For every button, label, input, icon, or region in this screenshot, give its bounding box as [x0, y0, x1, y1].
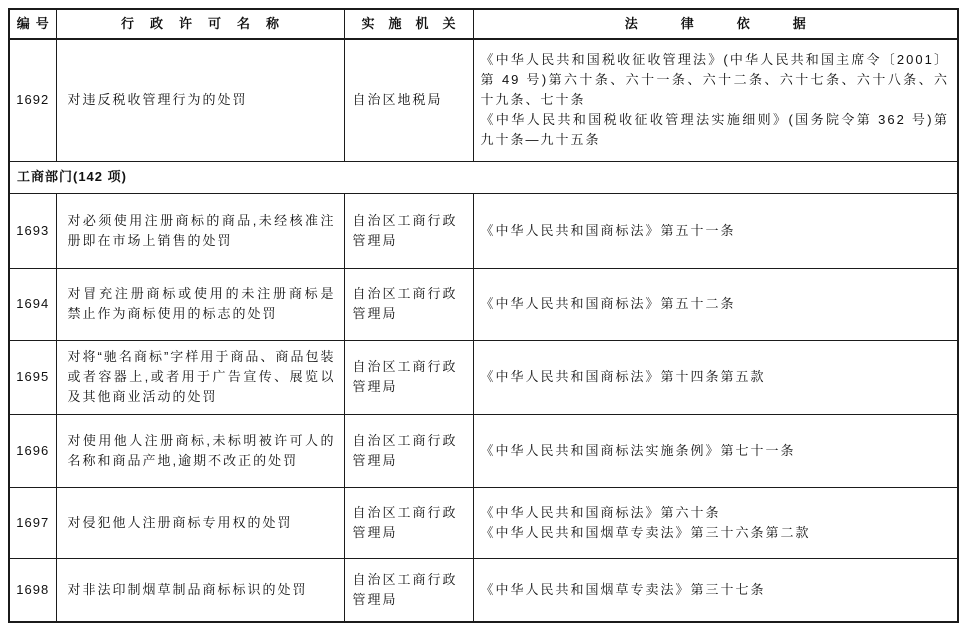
column-header-legal-basis: 法律依据 [473, 9, 958, 39]
cell-license-name: 对违反税收管理行为的处罚 [56, 39, 344, 161]
cell-license-name: 对将“驰名商标”字样用于商品、商品包装或者容器上,或者用于广告宣传、展览以及其他商业活动的处罚 [56, 340, 344, 414]
cell-license-name: 对冒充注册商标或使用的未注册商标是禁止作为商标使用的标志的处罚 [56, 268, 344, 340]
admin-license-table [8, 8, 959, 623]
cell-id: 1694 [9, 268, 56, 340]
cell-id: 1692 [9, 39, 56, 161]
section-header: 工商部门(142 项) [9, 161, 958, 193]
cell-legal-basis [473, 558, 958, 622]
cell-legal-basis [473, 268, 958, 340]
table-row [9, 193, 958, 268]
legal-basis-line: 《中华人民共和国烟草专卖法》第三十七条 [480, 581, 766, 597]
legal-basis-line: 《中华人民共和国税收征收管理法》(中华人民共和国主席令〔2001〕第 49 号)第六十条、六十一条、六十二条、六十七条、六十八条、六十九条、七十条 [480, 52, 949, 108]
table-row [9, 414, 958, 487]
table-row [9, 340, 958, 414]
legal-basis-line: 《中华人民共和国商标法》第十四条第五款 [480, 369, 766, 384]
legal-basis-line: 《中华人民共和国商标法实施条例》第七十一条 [480, 442, 796, 458]
legal-basis-line: 《中华人民共和国商标法》第五十一条 [480, 222, 736, 238]
cell-legal-basis [473, 414, 958, 487]
cell-agency: 自治区工商行政管理局 [344, 193, 473, 268]
header-row [9, 9, 958, 39]
table-row [9, 39, 958, 161]
legal-basis-line: 《中华人民共和国商标法》第六十条 [480, 504, 721, 520]
column-header-id: 编号 [9, 9, 56, 39]
cell-license-name: 对使用他人注册商标,未标明被许可人的名称和商品产地,逾期不改正的处罚 [56, 414, 344, 487]
cell-agency: 自治区工商行政管理局 [344, 487, 473, 558]
cell-agency: 自治区工商行政管理局 [344, 414, 473, 487]
cell-legal-basis [473, 39, 958, 161]
cell-agency: 自治区工商行政管理局 [344, 340, 473, 414]
cell-id: 1695 [9, 340, 56, 414]
cell-id: 1696 [9, 414, 56, 487]
cell-id: 1698 [9, 558, 56, 622]
legal-basis-line: 《中华人民共和国商标法》第五十二条 [480, 296, 736, 311]
table-row [9, 268, 958, 340]
column-header-agency: 实施机关 [344, 9, 473, 39]
table-row [9, 487, 958, 558]
cell-license-name: 对必须使用注册商标的商品,未经核准注册即在市场上销售的处罚 [56, 193, 344, 268]
cell-id: 1697 [9, 487, 56, 558]
legal-basis-line: 《中华人民共和国烟草专卖法》第三十六条第二款 [480, 524, 811, 540]
table-row [9, 558, 958, 622]
cell-id: 1693 [9, 193, 56, 268]
cell-legal-basis [473, 340, 958, 414]
cell-agency: 自治区地税局 [344, 39, 473, 161]
cell-legal-basis [473, 487, 958, 558]
cell-agency: 自治区工商行政管理局 [344, 558, 473, 622]
cell-license-name: 对非法印制烟草制品商标标识的处罚 [56, 558, 344, 622]
legal-basis-line: 《中华人民共和国税收征收管理法实施细则》(国务院令第 362 号)第九十条—九十五条 [480, 112, 949, 148]
cell-agency: 自治区工商行政管理局 [344, 268, 473, 340]
section-row [9, 161, 958, 193]
cell-license-name: 对侵犯他人注册商标专用权的处罚 [56, 487, 344, 558]
cell-legal-basis [473, 193, 958, 268]
column-header-license-name: 行政许可名称 [56, 9, 344, 39]
